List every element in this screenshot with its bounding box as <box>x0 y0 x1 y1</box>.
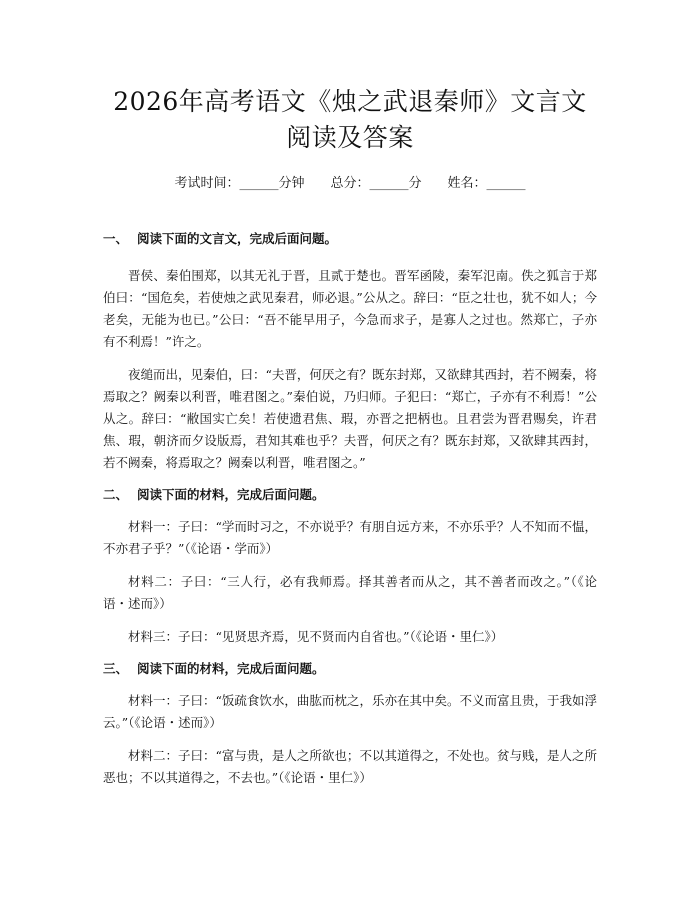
exam-info-line <box>103 175 597 193</box>
section-instruction: 阅读下面的材料，完成后面问题。 <box>137 487 325 502</box>
document-title: 2026年高考语文《烛之武退秦师》文言文阅读及答案 <box>113 87 587 152</box>
total-score-field: 总分：______分 <box>330 176 422 191</box>
section-number: 二、 <box>103 487 129 502</box>
section-heading <box>103 229 597 249</box>
material-paragraph: 材料一：子曰：“学而时习之，不亦说乎？有朋自远方来，不亦乐乎？人不知而不愠，不亦君子乎？”（《论语・学而》） <box>103 519 597 556</box>
section-heading <box>103 485 597 505</box>
question-section-3 <box>103 659 597 789</box>
section-number: 一、 <box>103 231 129 246</box>
section-instruction: 阅读下面的文言文，完成后面问题。 <box>137 231 338 246</box>
section-number: 三、 <box>103 661 129 676</box>
section-instruction: 阅读下面的材料，完成后面问题。 <box>137 661 325 676</box>
material-paragraph: 材料二：子曰：“富与贵，是人之所欲也；不以其道得之，不处也。贫与贱，是人之所恶也；不以其道得之，不去也。”（《论语・里仁》） <box>103 748 597 785</box>
material-paragraph: 材料二：子曰：“三人行，必有我师焉。择其善者而从之，其不善者而改之。”（《论语・述而》） <box>103 574 597 611</box>
passage-paragraph: 晋侯、秦伯围郑，以其无礼于晋，且贰于楚也。晋军函陵，秦军氾南。佚之狐言于郑伯曰：“国危矣，若使烛之武见秦君，师必退。”公从之。辞曰：“臣之壮也，犹不如人；今老矣，无能为也已。”公曰：“吾不能早用子，今急而求子，是寡人之过也。然郑亡，子亦有不利焉！”许之。 <box>103 268 597 349</box>
question-section-1 <box>103 229 597 474</box>
question-section-2 <box>103 485 597 648</box>
passage-paragraph: 夜缒而出，见秦伯，曰：“夫晋，何厌之有？既东封郑，又欲肆其西封，若不阙秦，将焉取之？阙秦以利晋，唯君图之。”秦伯说，乃归师。子犯曰：“郑亡，子亦有不利焉！”公从之。辞曰：“敝国实亡矣！若使遗君焦、瑕，亦晋之把柄也。且君尝为晋君赐矣，许君焦、瑕，朝济而夕设版焉，君知其难也乎？夫晋，何厌之有？既东封郑，又欲肆其西封，若不阙秦，将焉取之？阙秦以利晋，唯君图之。” <box>103 367 597 470</box>
section-heading <box>103 659 597 679</box>
material-paragraph: 材料三：子曰：“见贤思齐焉，见不贤而内自省也。”（《论语・里仁》） <box>128 629 504 644</box>
exam-time-field: 考试时间：______分钟 <box>174 176 305 191</box>
material-paragraph: 材料一：子曰：“饭疏食饮水，曲肱而枕之，乐亦在其中矣。不义而富且贵，于我如浮云。”（《论语・述而》） <box>103 693 597 730</box>
student-name-field: 姓名：______ <box>447 176 526 191</box>
